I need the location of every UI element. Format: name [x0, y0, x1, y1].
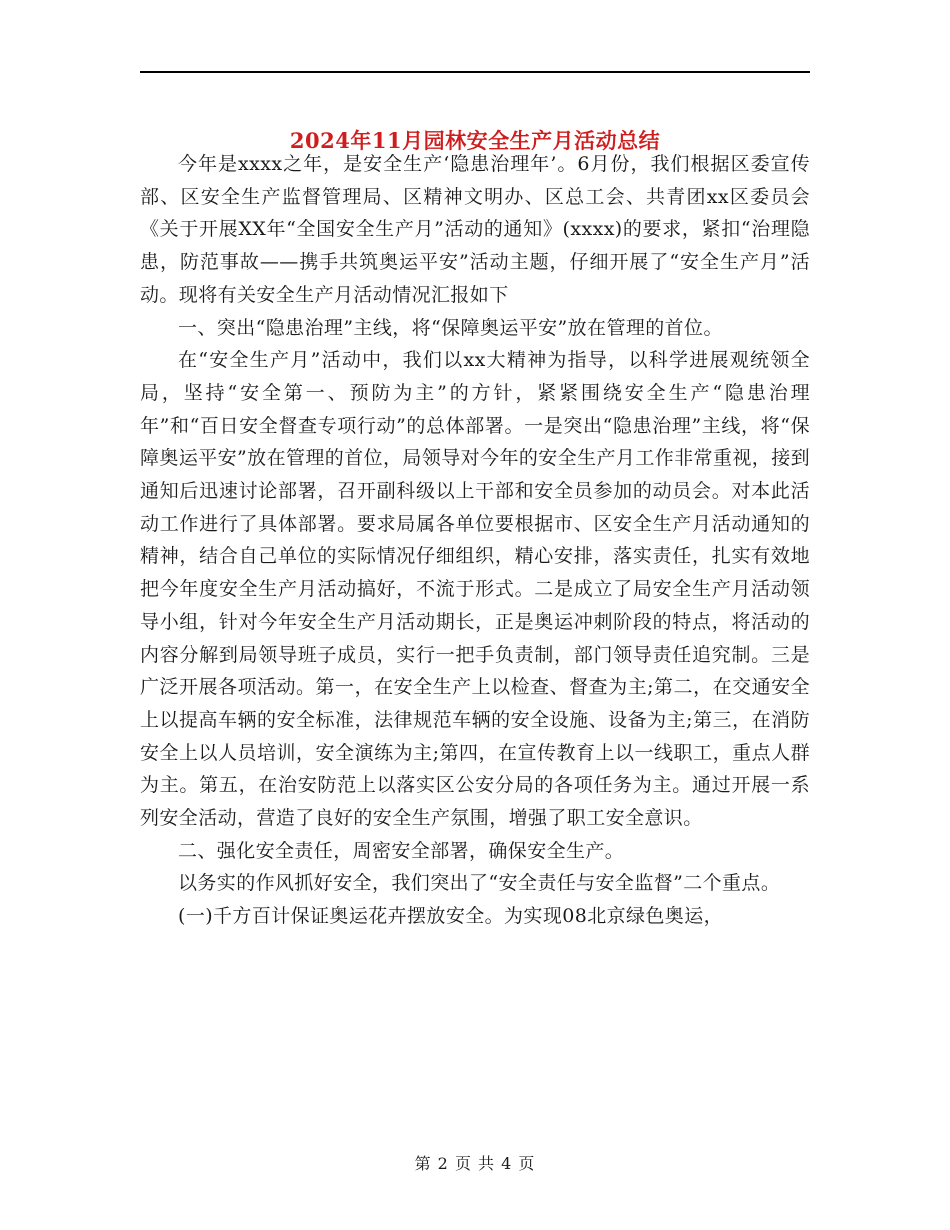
header-rule: [140, 71, 810, 73]
paragraph-intro: 今年是xxxx之年，是安全生产‘隐患治理年’。6月份，我们根据区委宣传部、区安全生产监督管理局、区精神文明办、区总工会、共青团xx区委员会《关于开展XX年“全国安全生产月”活动的通知》(xxxx)的要求，紧扣“治理隐患，防范事故——携手共筑奥运平安”活动主题，仔细开展了“安全生产月”活动。现将有关安全生产月活动情况汇报如下: [140, 153, 810, 306]
page-number-footer: 第 2 页 共 4 页: [414, 1154, 536, 1173]
document-title: 2024年11月园林安全生产月活动总结: [289, 128, 661, 154]
section-heading-2: 二、强化安全责任，周密安全部署，确保安全生产。: [178, 839, 625, 862]
section-heading-1: 一、突出“隐患治理”主线，将“保障奥运平安”放在管理的首位。: [178, 316, 723, 339]
document-body: [140, 148, 810, 933]
paragraph-section-2: 以务实的作风抓好安全，我们突出了“安全责任与安全监督”二个重点。: [178, 872, 781, 895]
paragraph-section-1: 在“安全生产月”活动中，我们以xx大精神为指导，以科学进展观统领全局，坚持“安全第一、预防为主”的方针，紧紧围绕安全生产“隐患治理年”和“百日安全督查专项行动”的总体部署。一是突出“隐患治理”主线，将“保障奥运平安”放在管理的首位，局领导对今年的安全生产月工作非常重视，接到通知后迅速讨论部署，召开副科级以上干部和安全员参加的动员会。对本此活动工作进行了具体部署。要求局属各单位要根据市、区安全生产月活动通知的精神，结合自己单位的实际情况仔细组织，精心安排，落实责任，扎实有效地把今年度安全生产月活动搞好，不流于形式。二是成立了局安全生产月活动领导小组，针对今年安全生产月活动期长，正是奥运冲刺阶段的特点，将活动的内容分解到局领导班子成员，实行一把手负责制，部门领导责任追究制。三是广泛开展各项活动。第一，在安全生产上以检查、督查为主;第二，在交通安全上以提高车辆的安全标准，法律规范车辆的安全设施、设备为主;第三，在消防安全上以人员培训，安全演练为主;第四，在宣传教育上以一线职工，重点人群为主。第五，在治安防范上以落实区公安分局的各项任务为主。通过开展一系列安全活动，营造了良好的安全生产氛围，增强了职工安全意识。: [140, 349, 810, 830]
subsection-1: (一)千方百计保证奥运花卉摆放安全。为实现08北京绿色奥运，: [178, 905, 724, 928]
